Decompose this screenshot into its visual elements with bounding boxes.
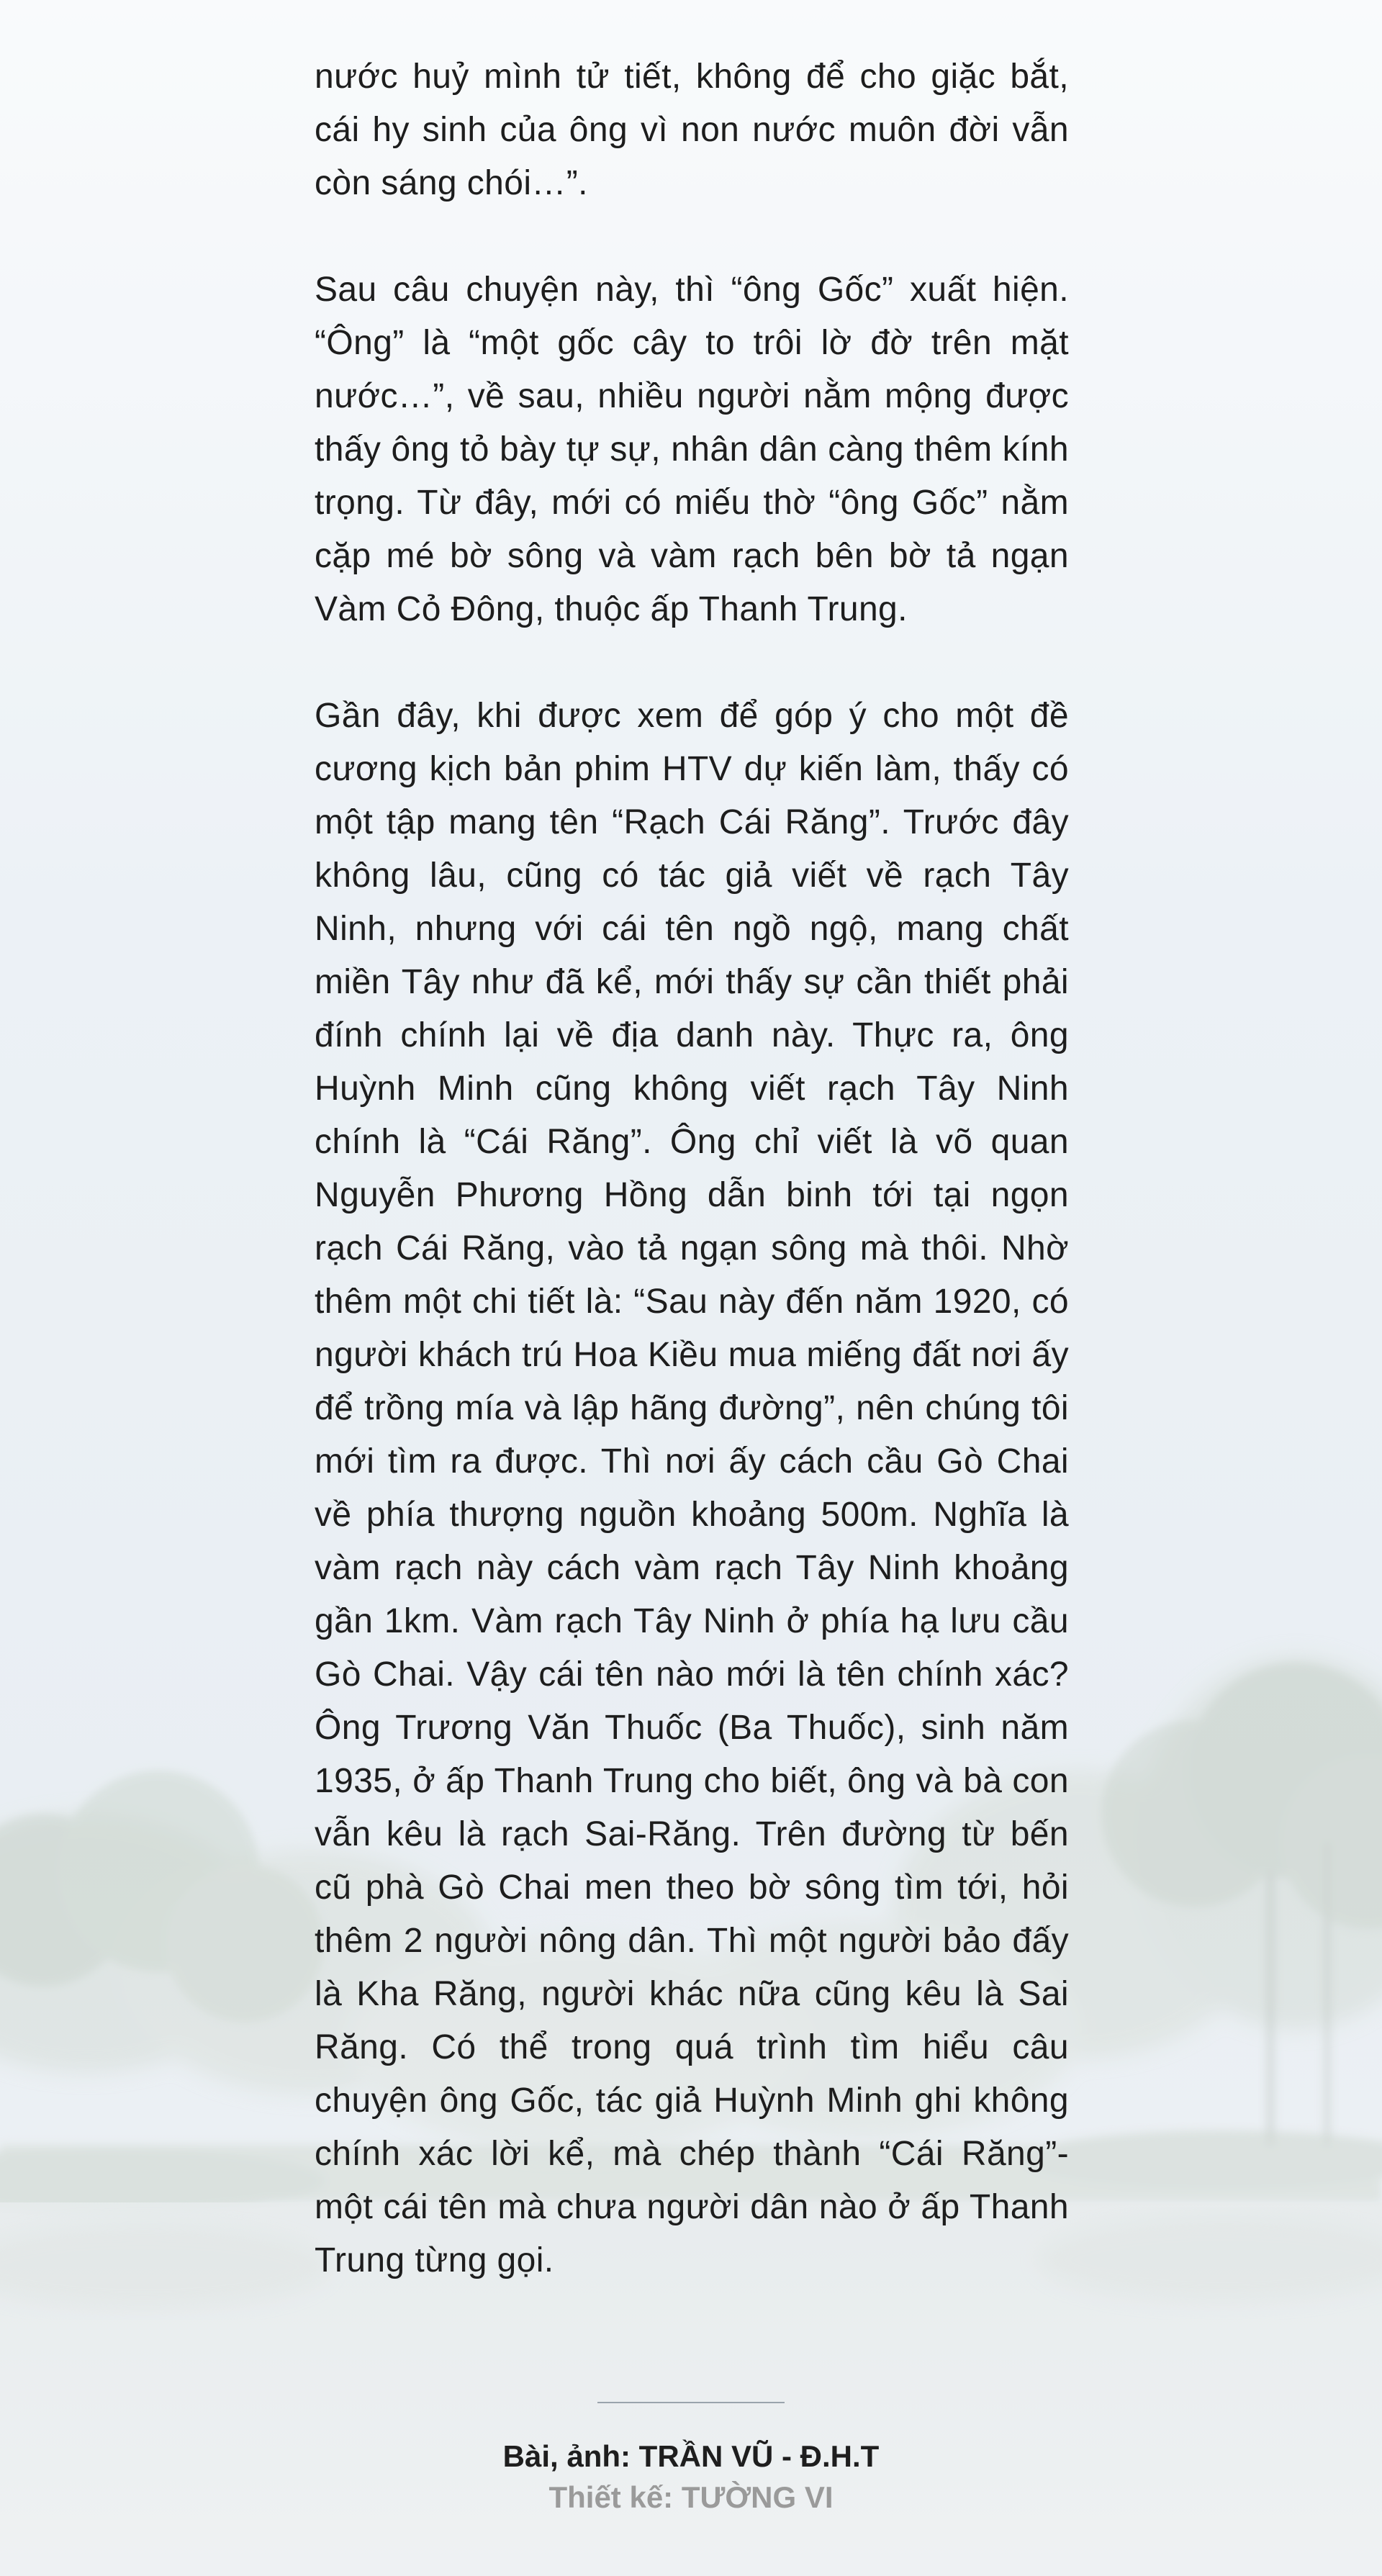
- author-credit: Bài, ảnh: TRẦN VŨ - Đ.H.T: [502, 2439, 880, 2473]
- design-credit: Thiết kế: TƯỜNG VI: [548, 2480, 834, 2514]
- credits-divider: [597, 2402, 785, 2403]
- article-body: [315, 50, 1069, 2287]
- article-paragraph: nước huỷ mình tử tiết, không để cho giặc bắt, cái hy sinh của ông vì non nước muôn đời vẫn còn sáng chói…”.: [315, 58, 1069, 202]
- article-paragraph: Sau câu chuyện này, thì “ông Gốc” xuất hiện. “Ông” là “một gốc cây to trôi lờ đờ trên mặt nước…”, về sau, nhiều người nằm mộng được thấy ông tỏ bày tự sự, nhân dân càng thêm kính trọng. Từ đây, mới có miếu thờ “ông Gốc” nằm cặp mé bờ sông và vàm rạch bên bờ tả ngạn Vàm Cỏ Đông, thuộc ấp Thanh Trung.: [315, 271, 1069, 628]
- article-paragraph: Gần đây, khi được xem để góp ý cho một đề cương kịch bản phim HTV dự kiến làm, thấy có một tập mang tên “Rạch Cái Răng”. Trước đây không lâu, cũng có tác giả viết về rạch Tây Ninh, nhưng với cái tên ngồ ngộ, mang chất miền Tây như đã kể, mới thấy sự cần thiết phải đính chính lại về địa danh này. Thực ra, ông Huỳnh Minh cũng không viết rạch Tây Ninh chính là “Cái Răng”. Ông chỉ viết là võ quan Nguyễn Phương Hồng dẫn binh tới tại ngọn rạch Cái Răng, vào tả ngạn sông mà thôi. Nhờ thêm một chi tiết là: “Sau này đến năm 1920, có người khách trú Hoa Kiều mua miếng đất nơi ấy để trồng mía và lập hãng đường”, nên chúng tôi mới tìm ra được. Thì nơi ấy cách cầu Gò Chai về phía thượng nguồn khoảng 500m. Nghĩa là vàm rạch này cách vàm rạch Tây Ninh khoảng gần 1km. Vàm rạch Tây Ninh ở phía hạ lưu cầu Gò Chai. Vậy cái tên nào mới là tên chính xác? Ông Trương Văn Thuốc (Ba Thuốc), sinh năm 1935, ở ấp Thanh Trung cho biết, ông và bà con vẫn kêu là rạch Sai-Răng. Trên đường từ bến cũ phà Gò Chai men theo bờ sông tìm tới, hỏi thêm 2 người nông dân. Thì một người bảo đấy là Kha Răng, người khác nữa cũng kêu là Sai Răng. Có thể trong quá trình tìm hiểu câu chuyện ông Gốc, tác giả Huỳnh Minh ghi không chính xác lời kể, mà chép thành “Cái Răng”- một cái tên mà chưa người dân nào ở ấp Thanh Trung từng gọi.: [315, 697, 1069, 2279]
